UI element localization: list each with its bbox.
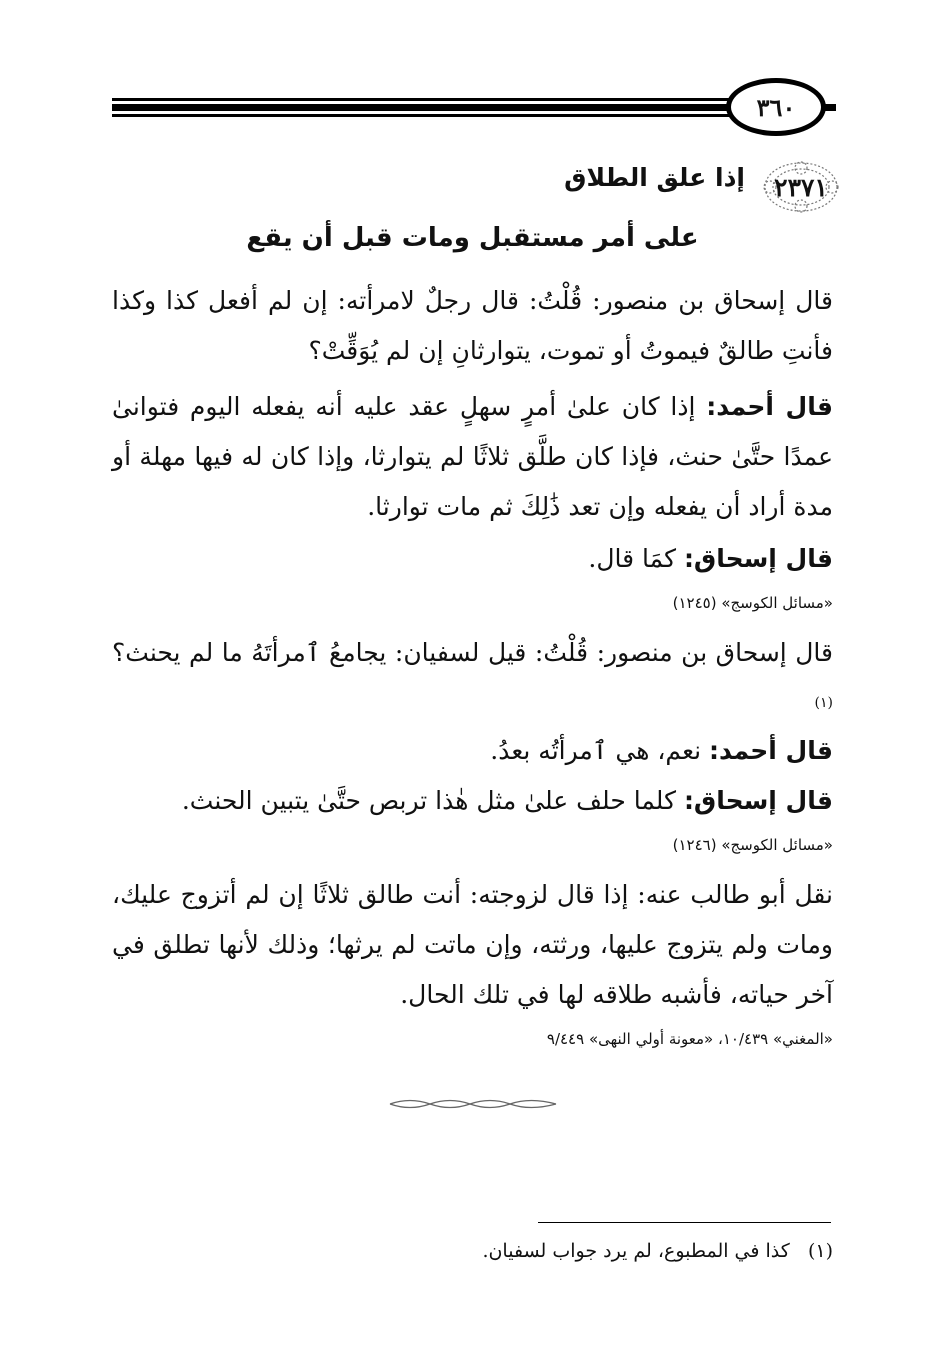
entry-subtitle: على أمر مستقبل ومات قبل أن يقع <box>246 223 699 253</box>
entry-number: ٢٣٧١ <box>774 172 828 202</box>
answer-text: نعم، هي ٱمرأتُه بعدُ. <box>490 736 702 765</box>
header-rule-bottom <box>112 114 732 117</box>
answer-paragraph <box>112 382 833 532</box>
footnote-text: كذا في المطبوع، لم يرد جواب لسفيان. <box>482 1240 790 1262</box>
footnote-reference[interactable]: (١) <box>814 695 833 711</box>
entry-title: إذا علق الطلاق <box>564 163 745 192</box>
answer-text: إذا كان علىٰ أمرٍ سهلٍ عقد عليه أنه يفعله اليوم فتوانىٰ عمدًا حتَّىٰ حنث، فإذا كان طلَّق ثلاثًا لم يتوارثا، وإذا كان له فيها مهلة أو مدة أراد أن يفعله وإن تعد ذَٰلِكَ ثم مات توارثا. <box>112 392 833 521</box>
footnote-marker: (١) <box>807 1240 833 1262</box>
answer-paragraph <box>112 726 833 776</box>
speaker-label: قال إسحاق: <box>683 544 833 573</box>
page-number-text: ٣٦٠ <box>756 92 796 122</box>
question-text: قال إسحاق بن منصور: قُلْتُ: قيل لسفيان: يجامعُ ٱمرأتَهُ ما لم يحنث؟ <box>112 638 833 667</box>
entry-number-badge <box>762 160 840 214</box>
narration-text: نقل أبو طالب عنه: إذا قال لزوجته: أنت طالق ثلاثًا إن لم أتزوج عليك، ومات ولم يتزوج عليها، ورثته، وإن ماتت لم يرثها؛ وذلك لأنها تطلق في آخر حياته، فأشبه طلاقه لها في تلك الحال. <box>112 880 833 1009</box>
source-citation: «مسائل الكوسج» (١٢٤٦) <box>672 836 833 854</box>
answer-paragraph <box>112 534 833 584</box>
footnote-rule <box>538 1222 831 1223</box>
speaker-label: قال أحمد: <box>706 392 833 421</box>
answer-paragraph <box>112 776 833 826</box>
narration-paragraph <box>112 870 833 1020</box>
source-citation: «مسائل الكوسج» (١٢٤٥) <box>672 594 833 612</box>
divider-ornament-icon <box>388 1097 558 1111</box>
question-text: قال إسحاق بن منصور: قُلْتُ: قال رجلٌ لامرأته: إن لم أفعل كذا وكذا فأنتِ طالقٌ فيموتُ أو تموت، يتوارثانِ إن لم يُوَقِّتْ؟ <box>112 286 833 365</box>
speaker-label: قال أحمد: <box>709 736 833 765</box>
question-paragraph <box>112 628 833 733</box>
answer-text: كمَا قال. <box>588 544 676 573</box>
source-citation: «المغني» ١٠/٤٣٩، «معونة أولي النهى» ٩/٤٤٩ <box>546 1030 833 1048</box>
footnote <box>112 1240 833 1262</box>
speaker-label: قال إسحاق: <box>683 786 833 815</box>
header-rule-thick <box>112 104 732 111</box>
question-paragraph <box>112 276 833 376</box>
header-rule-top <box>112 98 732 101</box>
page-number <box>726 78 826 136</box>
answer-text: كلما حلف علىٰ مثل هٰذا تربص حتَّىٰ يتبين الحنث. <box>181 786 676 815</box>
